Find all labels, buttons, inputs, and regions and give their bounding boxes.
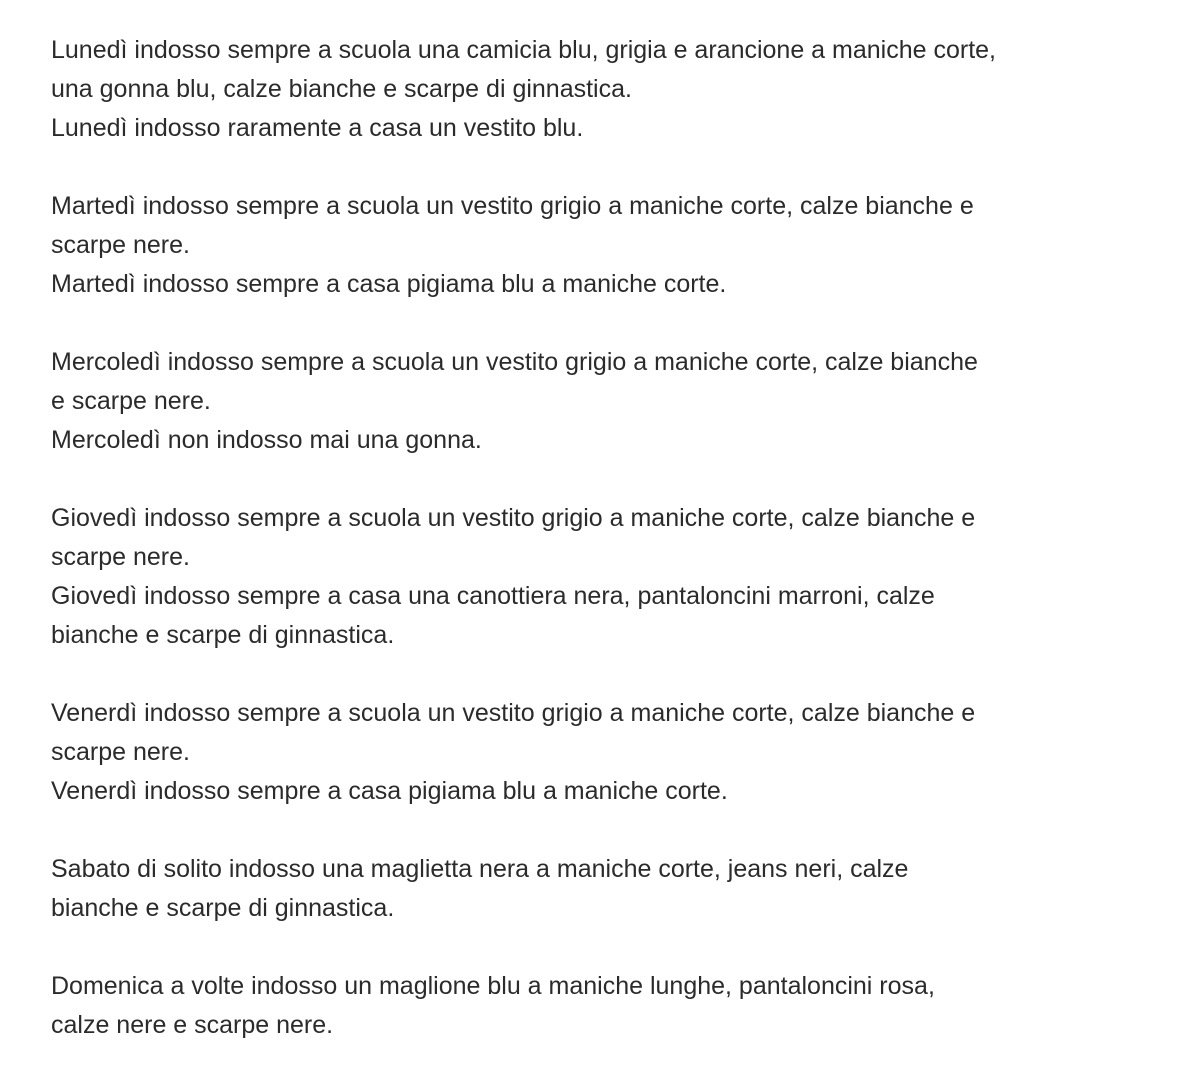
text-line: scarpe nere. [51,543,190,571]
paragraph-sunday [51,967,1171,1045]
paragraph-friday [51,694,1171,811]
text-line: bianche e scarpe di ginnastica. [51,894,395,922]
text-line: Giovedì indosso sempre a scuola un vestito grigio a maniche corte, calze bianche e [51,504,976,532]
text-line: scarpe nere. [51,738,190,766]
text-line: Venerdì indosso sempre a scuola un vestito grigio a maniche corte, calze bianche e [51,699,976,727]
text-line: Mercoledì non indosso mai una gonna. [51,426,482,454]
text-line: Sabato di solito indosso una maglietta nera a maniche corte, jeans neri, calze [51,855,909,883]
paragraph-tuesday [51,187,1171,304]
text-line: Martedì indosso sempre a scuola un vestito grigio a maniche corte, calze bianche e [51,192,974,220]
text-line: scarpe nere. [51,231,190,259]
text-line: Martedì indosso sempre a casa pigiama blu a maniche corte. [51,270,727,298]
text-line: Venerdì indosso sempre a casa pigiama blu a maniche corte. [51,777,728,805]
text-line: Domenica a volte indosso un maglione blu a maniche lunghe, pantaloncini rosa, [51,972,935,1000]
text-line: una gonna blu, calze bianche e scarpe di ginnastica. [51,75,632,103]
text-line: Lunedì indosso raramente a casa un vestito blu. [51,114,584,142]
text-line: Giovedì indosso sempre a casa una canottiera nera, pantaloncini marroni, calze [51,582,935,610]
paragraph-saturday [51,850,1171,928]
text-line: Lunedì indosso sempre a scuola una camicia blu, grigia e arancione a maniche corte, [51,36,996,64]
paragraph-wednesday [51,343,1171,460]
paragraph-thursday [51,499,1171,655]
text-line: e scarpe nere. [51,387,211,415]
text-line: calze nere e scarpe nere. [51,1011,334,1039]
paragraph-monday [51,31,1171,148]
text-line: bianche e scarpe di ginnastica. [51,621,395,649]
text-line: Mercoledì indosso sempre a scuola un vestito grigio a maniche corte, calze bianche [51,348,978,376]
